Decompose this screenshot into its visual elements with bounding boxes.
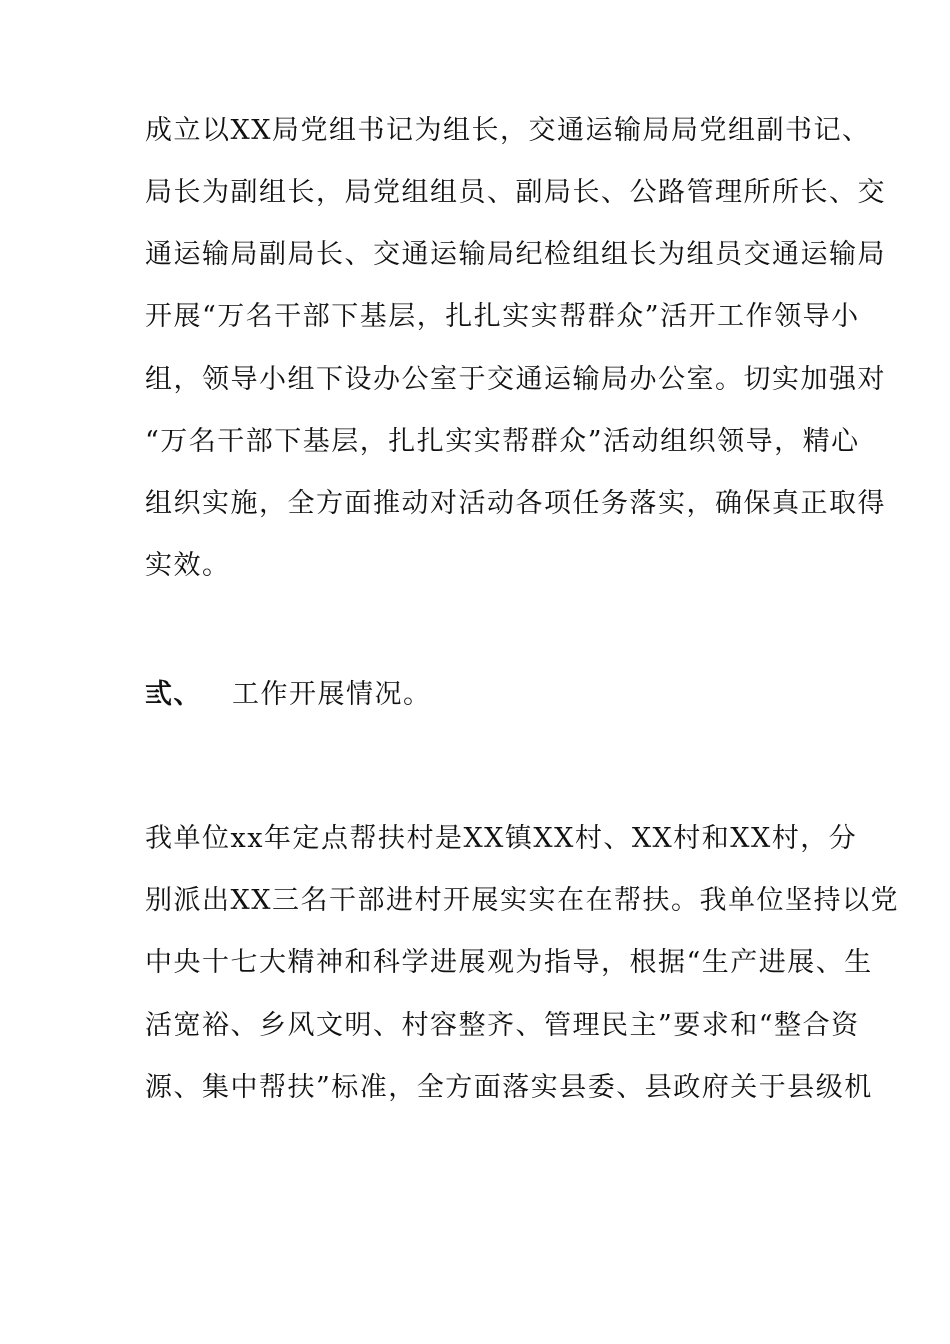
paragraph-line: 组，领导小组下设办公室于交通运输局办公室。切实加强对 [145, 364, 886, 395]
paragraph-line: 我单位xx年定点帮扶村是XX镇XX村、XX村和XX村，分 [145, 823, 858, 854]
paragraph-line: 组织实施，全方面推动对活动各项任务落实，确保真正取得 [145, 488, 886, 519]
section-title: 工作开展情况。 [232, 679, 432, 710]
paragraph-line: 通运输局副局长、交通运输局纪检组组长为组员交通运输局 [145, 239, 886, 270]
paragraph-line: 成立以XX局党组书记为组长，交通运输局局党组副书记、 [145, 115, 871, 146]
paragraph-line: 实效。 [145, 550, 231, 581]
paragraph-line: 源、集中帮扶”标准，全方面落实县委、县政府关于县级机 [145, 1072, 873, 1103]
section-heading [145, 678, 432, 712]
paragraph-line: 局长为副组长，局党组组员、副局长、公路管理所所长、交 [145, 177, 886, 208]
paragraph-line: 活宽裕、乡风文明、村容整齐、管理民主”要求和“整合资 [145, 1010, 860, 1041]
paragraph-line: 别派出XX三名干部进村开展实实在在帮扶。我单位坚持以党 [145, 885, 899, 916]
paragraph-line: “万名干部下基层，扎扎实实帮群众”活动组织领导，精心 [145, 426, 860, 457]
paragraph-line: 中央十七大精神和科学进展观为指导，根据“生产进展、生 [145, 947, 873, 978]
section-number: 弎、 [145, 679, 202, 710]
paragraph-line: 开展“万名干部下基层，扎扎实实帮群众”活开工作领导小 [145, 301, 860, 332]
